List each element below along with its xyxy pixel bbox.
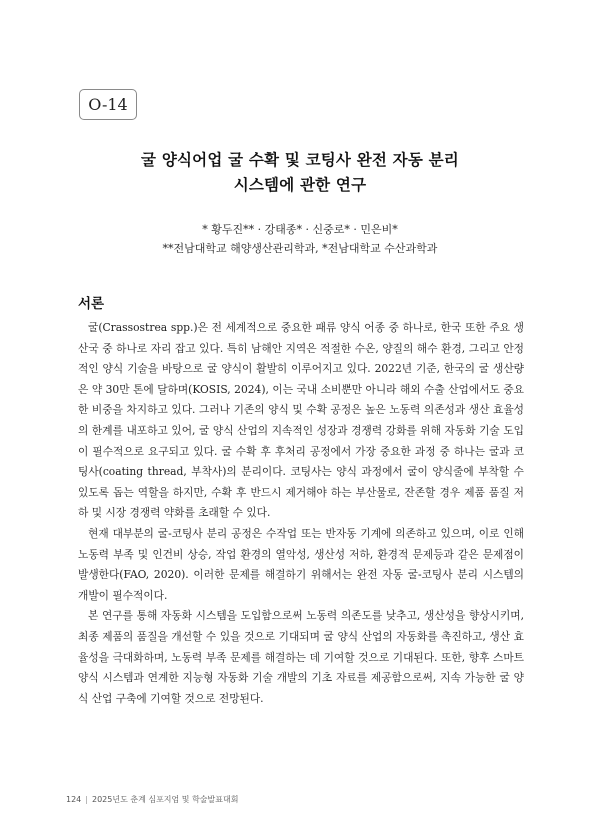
- author-list: * 황두진** · 강태종* · 신중로* · 민은비*: [202, 223, 398, 236]
- paragraph: 현재 대부분의 굴-코팅사 분리 공정은 수작업 또는 반자동 기계에 의존하고 있으며, 이로 인해 노동력 부족 및 인건비 상승, 작업 환경의 열악성, 생산성 저하, 환경적 문제등과 같은 문제점이 발생한다(FAO, 2020). 이러한 문제를 해결하기 위해서는 완전 자동 굴-코팅사 분리 시스템의 개발이 필수적이다.: [78, 526, 524, 602]
- paper-code-badge: [79, 89, 137, 120]
- page-number: 124: [66, 795, 82, 804]
- paper-title-line-1: 굴 양식어업 굴 수확 및 코팅사 완전 자동 분리: [141, 151, 459, 169]
- paper-code: O-14: [88, 95, 128, 114]
- author-affiliations: **전남대학교 해양생산관리학과, *전남대학교 수산과학과: [162, 242, 438, 255]
- body-text: [78, 318, 524, 709]
- paragraph: 굴(Crassostrea spp.)은 전 세계적으로 중요한 패류 양식 어종 중 하나로, 한국 또한 주요 생산국 중 하나로 자리 잡고 있다. 특히 남해안 지역은 적절한 수온, 양질의 해수 환경, 그리고 안정적인 양식 기술을 바탕으로 굴 양식이 활발히 이루어지고 있다. 2022년 기준, 한국의 굴 생산량은 약 30만 톤에 달하며(KOSIS, 2024), 이는 국내 소비뿐만 아니라 해외 수출 산업에서도 중요한 비중을 차지하고 있다. 그러나 기존의 양식 및 수확 공정은 높은 노동력 의존성과 생산 효율성의 한계를 내포하고 있어, 굴 양식 산업의 지속적인 성장과 경쟁력 강화를 위해 자동화 기술 도입이 필수적으로 요구되고 있다. 굴 수확 후 후처리 공정에서 가장 중요한 과정 중 하나는 굴과 코팅사(coating thread, 부착사)의 분리이다. 코팅사는 양식 과정에서 굴이 양식줄에 부착할 수 있도록 돕는 역할을 하지만, 수확 후 반드시 제거해야 하는 부산물로, 잔존할 경우 제품 품질 저하 및 시장 경쟁력 약화를 초래할 수 있다.: [78, 321, 524, 520]
- page-footer: [66, 794, 238, 805]
- footer-separator: |: [85, 795, 88, 804]
- paragraph: 본 연구를 통해 자동화 시스템을 도입함으로써 노동력 의존도를 낮추고, 생산성을 향상시키며, 최종 제품의 품질을 개선할 수 있을 것으로 기대되며 굴 양식 산업의 자동화를 촉진하고, 생산 효율성을 극대화하며, 노동력 부족 문제를 해결하는 데 기여할 것으로 기대된다. 또한, 향후 스마트 양식 시스템과 연계한 지능형 자동화 기술 개발의 기초 자료를 제공함으로써, 지속 가능한 굴 양식 산업 구축에 기여할 것으로 전망된다.: [78, 609, 524, 705]
- section-heading: 서론: [78, 296, 105, 312]
- paper-title-line-2: 시스템에 관한 연구: [233, 176, 367, 194]
- event-name: 2025년도 춘계 심포지엄 및 학술발표대회: [91, 795, 239, 804]
